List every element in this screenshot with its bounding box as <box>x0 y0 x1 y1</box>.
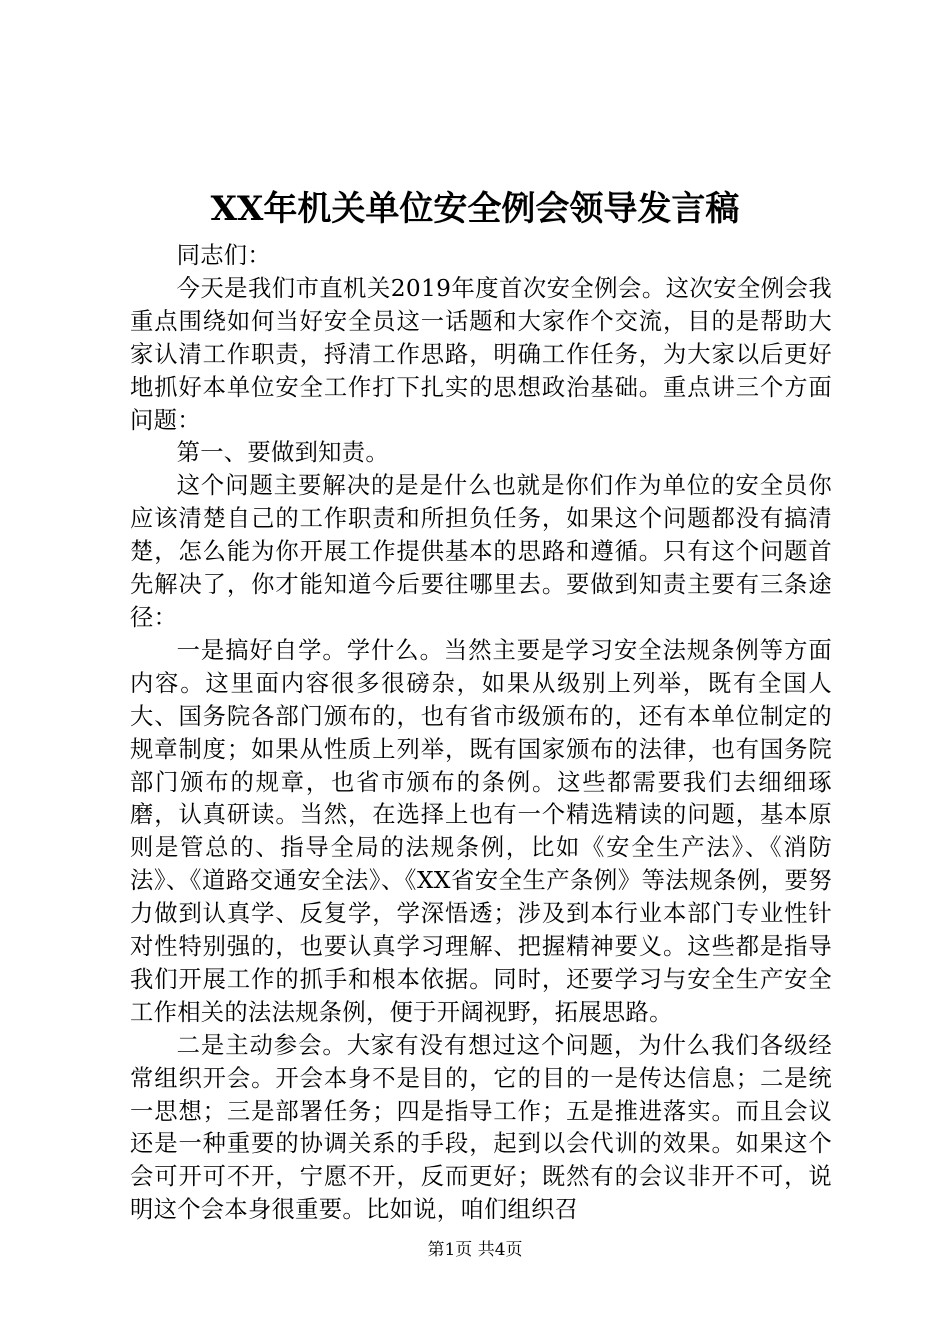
document-body <box>130 240 832 1227</box>
document-title: XX年机关单位安全例会领导发言稿 <box>210 189 740 229</box>
paragraph-section-body: 这个问题主要解决的是是什么也就是你们作为单位的安全员你应该清楚自己的工作职责和所担负任务，如果这个问题都没有搞清楚，怎么能为你开展工作提供基本的思路和遵循。只有这个问题首先解决了，你才能知道今后要往哪里去。要做到知责主要有三条途径： <box>130 472 832 631</box>
paragraph-self-study: 一是搞好自学。学什么。当然主要是学习安全法规条例等方面内容。这里面内容很多很磅杂，如果从级别上列举，既有全国人大、国务院各部门颁布的，也有省市级颁布的，还有本单位制定的规章制度；如果从性质上列举，既有国家颁布的法律，也有国务院部门颁布的规章，也省市颁布的条例。这些都需要我们去细细琢磨，认真研读。当然，在选择上也有一个精选精读的问题，基本原则是管总的、指导全局的法规条例，比如《安全生产法》、《消防法》、《道路交通安全法》、《XX省安全生产条例》等法规条例，要努力做到认真学、反复学，学深悟透；涉及到本行业本部门专业性针对性特别强的，也要认真学习理解、把握精神要义。这些都是指导我们开展工作的抓手和根本依据。同时，还要学习与安全生产安全工作相关的法法规条例，便于开阔视野，拓展思路。 <box>130 636 832 1026</box>
paragraph-meetings: 二是主动参会。大家有没有想过这个问题，为什么我们各级经常组织开会。开会本身不是目的，它的目的一是传达信息；二是统一思想；三是部署任务；四是指导工作；五是推进落实。而且会议还是一种重要的协调关系的手段，起到以会代训的效果。如果这个会可开可不开，宁愿不开，反而更好；既然有的会议非开不可，说明这个会本身很重要。比如说，咱们组织召 <box>130 1031 832 1224</box>
paragraph-greeting: 同志们： <box>176 242 271 269</box>
page-footer: 第1页 共4页 <box>427 1240 523 1260</box>
paragraph-section-heading: 第一、要做到知责。 <box>176 439 389 467</box>
paragraph-intro: 今天是我们市直机关2019年度首次安全例会。这次安全例会我重点围绕如何当好安全员这一话题和大家作个交流，目的是帮助大家认清工作职责，捋清工作思路，明确工作任务，为大家以后更好地抓好本单位安全工作打下扎实的思想政治基础。重点讲三个方面问题： <box>130 274 832 434</box>
